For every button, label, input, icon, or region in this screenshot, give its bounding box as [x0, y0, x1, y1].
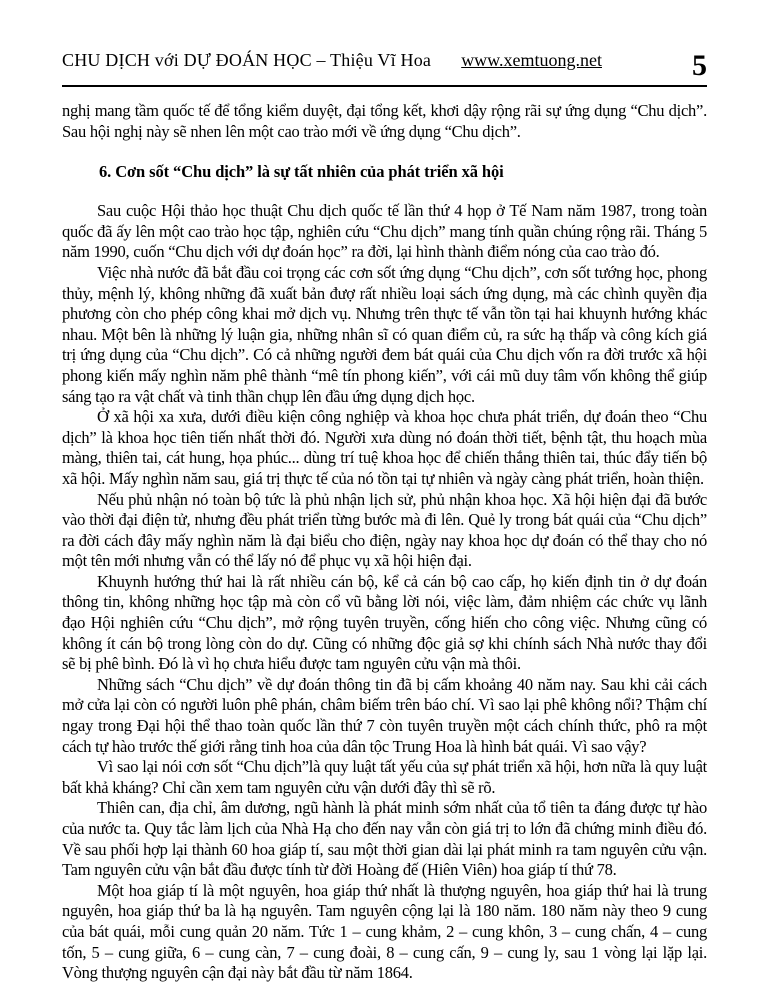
paragraph: Khuynh hướng thứ hai là rất nhiều cán bộ, kể cả cán bộ cao cấp, họ kiến định tin ở dự đoán thông tin, không những học tập mà còn cổ vũ bằng lời nói, việc làm, đảm nhiệm các chức vụ lãnh đạo Hội nghiên cứu “Chu dịch”, mở rộng tuyên truyền, cống hiến cho công việc. Nhưng cũng có không ít cán bộ trong lòng còn do dự. Cũng có những độc giả sợ khi chính sách Nhà nước thay đổi sẽ bị phê bình. Đó là vì họ chưa hiểu được tam nguyên cửu vận mà thôi. — [62, 571, 707, 674]
page-header — [62, 42, 707, 87]
paragraph: Nếu phủ nhận nó toàn bộ tức là phủ nhận lịch sử, phủ nhận khoa học. Xã hội hiện đại đã bước vào thời đại điện tử, nhưng đều phát triển từng bước mà đi lên. Quẻ ly trong bát quái của “Chu dịch” ra đời cách đây mấy nghìn năm là đại biểu cho điện, ngày nay khoa học dự đoán có thể thay cho nó một tên mới nhưng vẫn có thể lấy nó để phục vụ xã hội hiện đại. — [62, 489, 707, 571]
book-title: CHU DỊCH với DỰ ĐOÁN HỌC – Thiệu Vĩ Hoa — [62, 50, 432, 70]
page-body — [62, 101, 707, 984]
section-heading: 6. Cơn sốt “Chu dịch” là sự tất nhiên của phát triển xã hội — [99, 162, 504, 182]
paragraph: Sau cuộc Hội thảo học thuật Chu dịch quốc tế lần thứ 4 họp ở Tế Nam năm 1987, trong toàn quốc đã ấy lên một cao trào học tập, nghiên cứu “Chu dịch” mang tính quần chúng rộng rãi. Tháng 5 năm 1990, cuốn “Chu dịch với dự đoán học” ra đời, lại hình thành điểm nóng của cao trào đó. — [62, 201, 707, 262]
paragraph: Việc nhà nước đã bắt đầu coi trọng các cơn sốt ứng dụng “Chu dịch”, cơn sốt tướng học, phong thủy, mệnh lý, không những đã xuất bản đượ rất nhiều loại sách ứng dụng, mà các chình quyền địa phương còn cho phép công khai mở dịch vụ. Nhưng trên thực tế vẫn tồn tại hai khuynh hướng khác nhau. Một bên là những lý luận gia, những nhân sĩ có quan điểm củ, ra sức hạ thấp và công kích giá trị ứng dụng của “Chu dịch”. Có cả những người đem bát quái của Chu dịch vốn ra đời trước xã hội phong kiến mấy nghìn năm phê thành “mê tín phong kiến”, với cái mũ duy tâm vốn không thể giúp sáng tạo ra vật chất và tinh thần chụp lên đầu ứng dụng dịch học. — [62, 262, 707, 406]
paragraph-continuation: nghị mang tầm quốc tế để tổng kiểm duyệt, đại tổng kết, khơi dậy rộng rãi sự ứng dụng “Chu dịch”. Sau hội nghị này sẽ nhen lên một cao trào mới về ứng dụng “Chu dịch”. — [62, 101, 707, 141]
paragraph: Ở xã hội xa xưa, dưới điều kiện công nghiệp và khoa học chưa phát triển, dự đoán theo “Chu dịch” là khoa học tiên tiến nhất thời đó. Người xưa dùng nó đoán thời tiết, bệnh tật, thu hoạch mùa màng, thiên tai, cát hung, họa phúc... dùng trí tuệ khoa học để chiến thắng thiên tai, thúc đẩy tiến bộ xã hội. Mấy nghìn năm sau, giá trị thực tế của nó tồn tại tự nhiên và ngày càng phát triển, hoàn thiện. — [62, 407, 707, 488]
paragraph: Một hoa giáp tí là một nguyên, hoa giáp thứ nhất là thượng nguyên, hoa giáp thứ hai là trung nguyên, hoa giáp thứ ba là hạ nguyên. Tam nguyên cộng lại là 180 năm. 180 năm này theo 9 cung của bát quái, mỗi cung quản 20 năm. Tức 1 – cung khảm, 2 – cung khôn, 3 – cung chấn, 4 – cung tốn, 5 – cung giữa, 6 – cung càn, 7 – cung đoài, 8 – cung cấn, 9 – cung ly, sau 1 vòng lại lặp lại. Vòng thượng nguyên cận đại này bắt đầu từ năm 1864. — [62, 880, 707, 983]
paragraph: Thiên can, địa chỉ, âm dương, ngũ hành là phát minh sớm nhất của tổ tiên ta đáng được tự hào của nước ta. Quy tắc làm lịch của Nhà Hạ cho đến nay vẫn còn giá trị to lớn đã chứng minh điều đó. Về sau phối hợp lại thành 60 hoa giáp tí, sau một thời gian dài lại phát minh ra tam nguyên cửu vận. Tam nguyên cửu vận bắt đầu được tính từ đời Hoàng đế (Hiên Viên) hoa giáp tí thứ 78. — [62, 798, 707, 880]
paragraph: Vì sao lại nói cơn sốt “Chu dịch”là quy luật tất yếu của sự phát triển xã hội, hơn nữa là quy luật bất khả kháng? Chỉ cần xem tam nguyên cửu vận dưới đây thì sẽ rõ. — [62, 757, 707, 797]
paragraph: Những sách “Chu dịch” về dự đoán thông tin đã bị cấm khoảng 40 năm nay. Sau khi cải cách mở cửa lại còn có người luôn phê phán, châm biếm trên báo chí. Vì sao lại phê không nổi? Thậm chí ngay trong Đại hội thể thao toàn quốc lần thứ 7 còn tuyên truyền một cách chính thức, phô ra một cách tự hào trước thế giới rằng tinh hoa của dân tộc Trung Hoa là hình bát quái. Vì sao vậy? — [62, 674, 707, 756]
website-link[interactable]: www.xemtuong.net — [461, 50, 602, 70]
page-number: 5 — [692, 49, 707, 82]
